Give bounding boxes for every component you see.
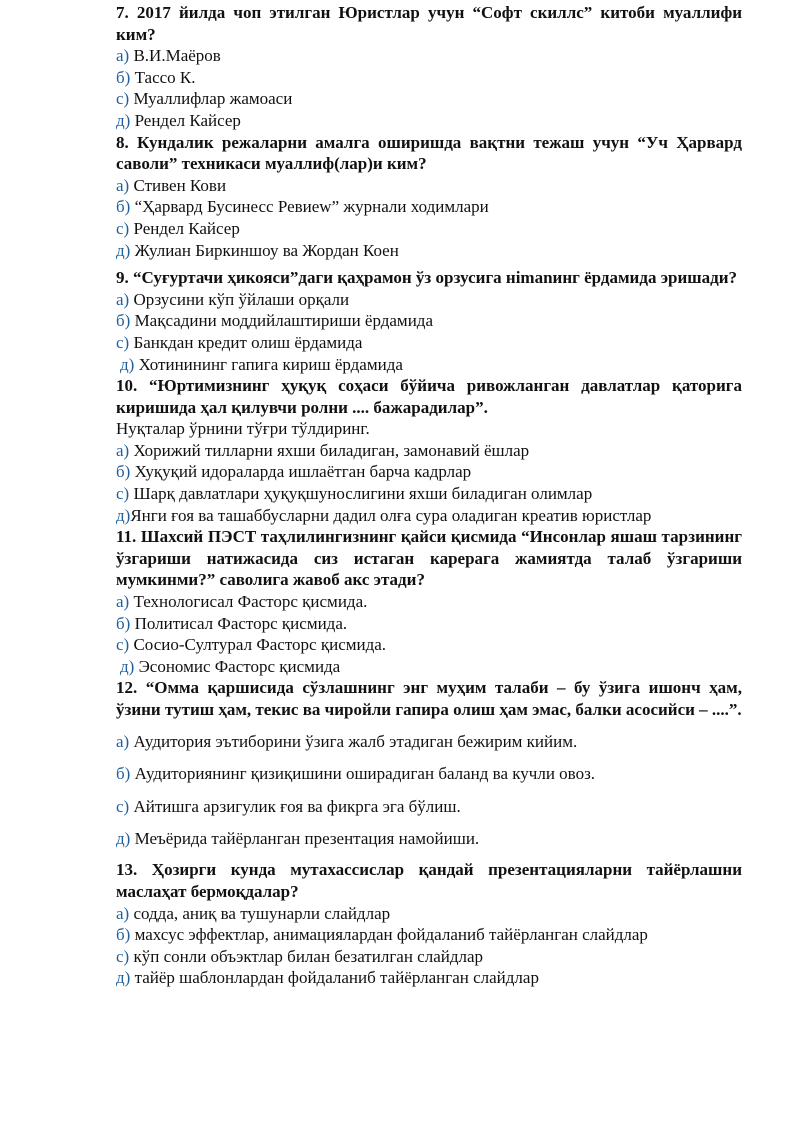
option-letter: с) (116, 218, 130, 238)
question-title: 11. Шахсий ПЭСТ таҳлилингизнинг қайси қисмида “Инсонлар яшаш тарзининг ўзгариши натижасида сиз истаган карерага жамиятда талаб ўзгариши мумкинми?” саволига жавоб акс этади? (116, 527, 742, 590)
option-letter: с) (116, 946, 130, 966)
option-a (116, 903, 742, 925)
option-b (116, 196, 742, 218)
option-text: Тассо К. (134, 67, 196, 87)
option-letter: а) (116, 175, 130, 195)
option-b (116, 461, 742, 483)
option-text: Айтишга арзигулик ғоя ва фикрга эга бўлиш. (133, 796, 461, 816)
option-text: Хорижий тилларни яхши биладиган, замонавий ёшлар (133, 440, 530, 460)
option-text: Рендел Кайсер (134, 110, 241, 130)
option-letter: д) (116, 240, 131, 260)
option-c (116, 88, 742, 110)
option-letter: с) (116, 332, 130, 352)
option-a (116, 289, 742, 311)
option-b (116, 924, 742, 946)
option-letter: б) (116, 311, 131, 331)
option-letter: с) (116, 484, 130, 504)
option-a (116, 440, 742, 462)
option-text: махсус эффектлар, анимациялардан фойдаланиб тайёрланган слайдлар (134, 925, 648, 945)
question-13 (116, 859, 742, 989)
option-c (116, 634, 742, 656)
option-c (116, 483, 742, 505)
option-text: Мақсадини моддийлаштириши ёрдамида (134, 311, 433, 331)
option-letter: б) (116, 764, 131, 784)
option-text: Муаллифлар жамоаси (133, 89, 293, 109)
option-text: Технологисал Фасторс қисмида. (133, 592, 368, 612)
question-title: 9. “Суғуртачи ҳикояси”даги қаҳрамон ўз орзусига нimanинг ёрдамида эришади? (116, 268, 738, 288)
option-b (116, 310, 742, 332)
question-instruction: Нуқталар ўрнини тўғри тўлдиринг. (116, 419, 370, 439)
option-text: Жулиан Биркиншоу ва Жордан Коен (134, 240, 399, 260)
option-letter: б) (116, 613, 131, 633)
option-text: Орзусини кўп ўйлаши орқали (133, 289, 350, 309)
option-a (116, 591, 742, 613)
question-11 (116, 526, 742, 677)
question-title: 13. Ҳозирги кунда мутахассислар қандай презентацияларни тайёрлашни маслаҳат бермоқдалар? (116, 860, 742, 901)
option-text: Банкдан кредит олиш ёрдамида (133, 332, 363, 352)
option-d (116, 110, 742, 132)
option-text: Аудиториянинг қизиқишини оширадиган баланд ва кучли овоз. (134, 764, 596, 784)
option-d (116, 505, 742, 527)
option-b (116, 67, 742, 89)
option-d (116, 354, 742, 376)
option-letter: д) (116, 505, 131, 525)
option-d (116, 656, 742, 678)
option-letter: д) (120, 354, 135, 374)
option-text: Аудитория эътиборини ўзига жалб этадиган бежирим кийим. (133, 732, 578, 752)
question-8 (116, 132, 742, 262)
question-7 (116, 2, 742, 132)
option-text: содда, аниқ ва тушунарли слайдлар (133, 903, 391, 923)
option-text: кўп сонли объэктлар билан безатилган слайдлар (133, 946, 484, 966)
option-c (116, 218, 742, 240)
option-c (116, 796, 742, 818)
option-letter: а) (116, 289, 130, 309)
option-letter: а) (116, 440, 130, 460)
question-9 (116, 267, 742, 375)
question-12 (116, 677, 742, 849)
option-letter: д) (116, 828, 131, 848)
option-text: В.И.Маёров (133, 46, 221, 66)
option-letter: с) (116, 796, 130, 816)
question-title: 8. Кундалик режаларни амалга оширишда вақтни тежаш учун “Уч Ҳарвард саволи” техникаси муаллиф(лар)и ким? (116, 132, 742, 174)
option-letter: д) (116, 110, 131, 130)
option-b (116, 613, 742, 635)
option-b (116, 763, 742, 785)
question-title: 12. “Омма қаршисида сўзлашнинг энг муҳим талаби – бу ўзига ишонч ҳам, ўзини тутиш ҳам, текис ва чиройли гапира олиш ҳам эмас, балки асосийси – ....”. (116, 678, 742, 719)
option-text: Политисал Фасторс қисмида. (134, 613, 348, 633)
option-text: тайёр шаблонлардан фойдаланиб тайёрланган слайдлар (134, 968, 539, 988)
option-letter: а) (116, 732, 130, 752)
option-letter: д) (120, 656, 135, 676)
option-c (116, 946, 742, 968)
option-text: “Ҳарвард Бусинесс Ревиеw” журнали ходимлари (134, 197, 489, 217)
option-text: Эсономис Фасторс қисмида (138, 656, 341, 676)
option-a (116, 45, 742, 67)
option-letter: а) (116, 46, 130, 66)
option-text: Рендел Кайсер (133, 218, 240, 238)
option-text: Меъёрида тайёрланган презентация намойиши. (134, 828, 480, 848)
option-letter: б) (116, 197, 131, 217)
option-a (116, 175, 742, 197)
option-letter: с) (116, 89, 130, 109)
option-letter: б) (116, 925, 131, 945)
option-letter: а) (116, 903, 130, 923)
option-d (116, 967, 742, 989)
option-text: Шарқ давлатлари ҳуқуқшунослигини яхши биладиган олимлар (133, 484, 593, 504)
question-title: 7. 2017 йилда чоп этилган Юристлар учун “Софт скиллс” китоби муаллифи ким? (116, 3, 742, 44)
option-text: Сосио-Султурал Фасторс қисмида. (133, 635, 387, 655)
option-text: Стивен Кови (133, 175, 227, 195)
option-letter: а) (116, 592, 130, 612)
option-letter: с) (116, 635, 130, 655)
question-10 (116, 375, 742, 526)
option-d (116, 828, 742, 850)
option-c (116, 332, 742, 354)
option-a (116, 731, 742, 753)
option-d (116, 240, 742, 262)
question-title: 10. “Юртимизнинг ҳуқуқ соҳаси бўйича ривожланган давлатлар қаторига киришида ҳал қилувчи ролни .... бажарадилар”. (116, 376, 742, 417)
option-text: Хотинининг гапига кириш ёрдамида (138, 354, 403, 374)
option-letter: б) (116, 67, 131, 87)
option-letter: б) (116, 462, 131, 482)
option-text: Хуқуқий идораларда ишлаётган барча кадрлар (134, 462, 472, 482)
option-letter: д) (116, 968, 131, 988)
option-text: Янги ғоя ва ташаббусларни дадил олға сура оладиган креатив юристлар (130, 505, 652, 525)
